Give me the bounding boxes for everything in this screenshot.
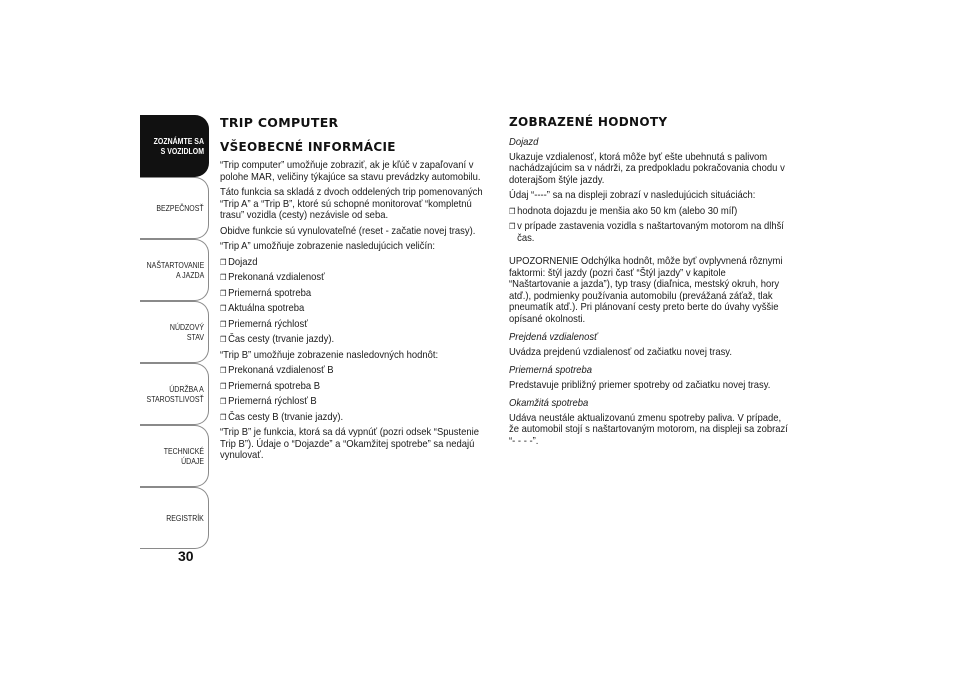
bullet-icon: ❒: [220, 257, 227, 267]
tab-registrik[interactable]: [140, 487, 209, 549]
page-number: 30: [178, 548, 194, 564]
paragraph: Uvádza prejdenú vzdialenosť od začiatku novej trasy.: [509, 345, 732, 358]
bullet-icon: ❒: [220, 381, 227, 391]
tab-label: NÚDZOVÝ STAV: [169, 322, 204, 342]
list-item-text: Prekonaná vzdialenosť: [228, 271, 325, 283]
list-item-text: Čas cesty B (trvanie jazdy).: [228, 410, 344, 423]
list-item-text: Priemerná spotreba: [228, 286, 312, 299]
list-item-text: v prípade zastavenia vozidla s naštartovaným motorom na dlhší čas.: [517, 220, 784, 244]
tab-technicke-udaje[interactable]: [140, 425, 209, 487]
list-item-text: Priemerná rýchlosť B: [228, 395, 317, 407]
bullet-icon: ❒: [220, 304, 227, 313]
list-item: [220, 272, 492, 284]
tab-nudzovy-stav[interactable]: [140, 301, 209, 363]
section-title: TRIP COMPUTER: [220, 115, 339, 130]
list-item-text: Priemerná spotreba B: [228, 379, 321, 392]
list-item-text: Čas cesty (trvanie jazdy).: [228, 333, 335, 345]
paragraph: “Trip B” je funkcia, ktorá sa dá vypnúť (pozri odsek “Spustenie Trip B”). Údaje o “Dojazde” a “Okamžitej spotrebe” sa nedajú vynulovať.: [220, 426, 479, 461]
paragraph: “Trip computer” umožňuje zobraziť, ak je kľúč v zapaľovaní v polohe MAR, veličiny týkajúce sa stavu prevádzky automobilu.: [220, 159, 481, 183]
paragraph: Ukazuje vzdialenosť, ktorá môže byť ešte ubehnutá s palivom nachádzajúcim sa v nádrži, za predpokladu pokračovania chodu v doterajšom štýle jazdy.: [509, 150, 785, 186]
list-item: [220, 303, 492, 315]
tab-zoznamte-sa-s-vozidlom[interactable]: [140, 115, 209, 177]
bullet-icon: ❒: [509, 206, 516, 216]
section-title: ZOBRAZENÉ HODNOTY: [509, 115, 668, 129]
bullet-icon: ❒: [220, 288, 227, 298]
paragraph: “Trip B” umožňuje zobrazenie nasledovných hodnôt:: [220, 348, 439, 361]
chapter-tabs: [140, 115, 209, 549]
subsection-heading: Priemerná spotreba: [509, 364, 592, 376]
paragraph: Udáva neustále aktualizovanú zmenu spotreby paliva. V prípade, že automobil stojí s naštartovaným motorom, na displeji sa zobrazí “- - - -”.: [509, 411, 788, 447]
bullet-icon: ❒: [220, 366, 227, 375]
tab-bezpecnost[interactable]: [140, 177, 209, 239]
tab-udrzba-a-starostlivost[interactable]: [140, 363, 209, 425]
list-item-text: Priemerná rýchlosť: [228, 317, 308, 330]
paragraph: Predstavuje približný priemer spotreby od začiatku novej trasy.: [509, 378, 771, 391]
paragraph: “Trip A” umožňuje zobrazenie nasledujúcich veličín:: [220, 240, 436, 252]
subsection-heading: Dojazd: [509, 136, 539, 148]
list-item: [509, 206, 789, 218]
list-item: [220, 257, 492, 269]
list-item-text: Dojazd: [228, 255, 258, 268]
tab-label: TECHNICKÉ ÚDAJE: [163, 446, 204, 466]
list-item-text: Prekonaná vzdialenosť B: [228, 364, 334, 376]
list-item: [220, 288, 492, 300]
bullet-icon: ❒: [220, 319, 227, 329]
tab-nastartovanie-a-jazda[interactable]: [140, 239, 209, 301]
list-item: [220, 319, 492, 331]
tab-label: ZOZNÁMTE SA S VOZIDLOM: [153, 136, 204, 156]
list-item: [220, 396, 492, 408]
list-item: [220, 365, 492, 377]
bullet-icon: ❒: [220, 273, 227, 282]
list-item-text: hodnota dojazdu je menšia ako 50 km (alebo 30 míľ): [517, 204, 738, 217]
paragraph: Obidve funkcie sú vynulovateľné (reset - začatie novej trasy).: [220, 224, 476, 237]
bullet-icon: ❒: [220, 397, 227, 406]
subsection-heading: Prejdená vzdialenosť: [509, 331, 598, 343]
paragraph: Údaj “----” sa na displeji zobrazí v nasledujúcich situáciách:: [509, 189, 756, 201]
paragraph: Táto funkcia sa skladá z dvoch oddelených trip pomenovaných “Trip A” a “Trip B”, ktoré sú schopné monitorovať “kompletnú trasu” vozidla (cesty) nezávisle od seba.: [220, 186, 483, 221]
bullet-icon: ❒: [220, 412, 227, 422]
tab-label: NAŠTARTOVANIE A JAZDA: [146, 260, 204, 280]
bullet-icon: ❒: [220, 335, 227, 344]
subsection-heading: Okamžitá spotreba: [509, 397, 589, 409]
tab-label: ÚDRŽBA A STAROSTLIVOSŤ: [146, 384, 204, 404]
list-item: [220, 334, 492, 346]
list-item: [220, 412, 492, 424]
list-item: [220, 381, 492, 393]
list-item-text: Aktuálna spotreba: [228, 302, 305, 314]
list-item: [509, 221, 789, 244]
bullet-icon: ❒: [509, 222, 516, 231]
left-column: [220, 115, 492, 466]
section-subtitle: VŠEOBECNÉ INFORMÁCIE: [220, 140, 396, 154]
tab-label: REGISTRÍK: [166, 513, 204, 523]
right-column: [509, 115, 789, 451]
tab-label: BEZPEČNOSŤ: [156, 203, 204, 213]
warning-paragraph: UPOZORNENIE Odchýlka hodnôt, môže byť ovplyvnená rôznymi faktormi: štýl jazdy (pozri časť “Štýl jazdy” v kapitole “Naštartovanie a jazda”), typ trasy (diaľnica, mestský okruh, hory atď.), podmienky používania automobilu (prevážaná záťaž, tlak pneumatík atď.). Pri plánovaní cesty preto berte do úvahy vyššie opísané okolnosti.: [509, 255, 783, 325]
